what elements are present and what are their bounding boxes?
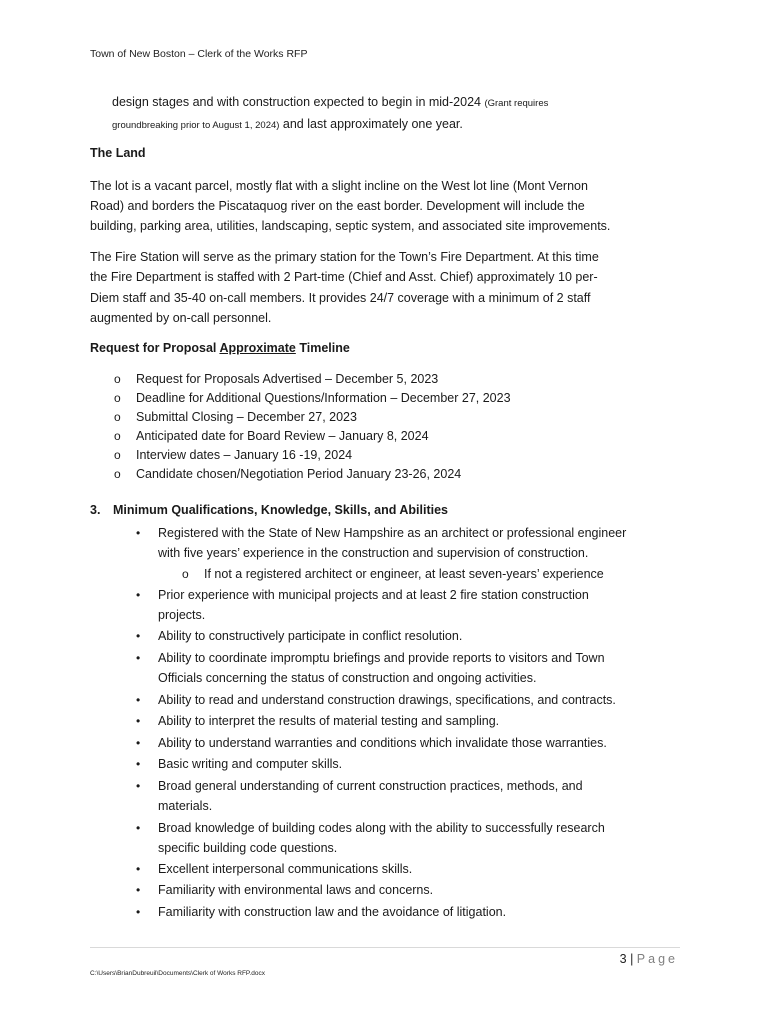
qualification-line: Basic writing and computer skills. [158, 757, 343, 771]
bullet-marker: • [136, 714, 141, 728]
land-para2-line: the Fire Department is staffed with 2 Part-time (Chief and Asst. Chief) approximately 10 per- [90, 270, 598, 284]
intro-text-1: design stages and with construction expected to begin in mid-2024 [112, 95, 481, 109]
timeline-item: Candidate chosen/Negotiation Period January 23-26, 2024 [136, 467, 462, 481]
list-marker: o [114, 372, 121, 386]
intro-line-2 [112, 114, 463, 137]
bullet-marker: • [136, 651, 141, 665]
qualification-line: Prior experience with municipal projects and at least 2 fire station construction [158, 588, 589, 602]
qualification-line: Registered with the State of New Hampshire as an architect or professional engineer [158, 526, 627, 540]
list-marker: o [114, 429, 121, 443]
bullet-marker: • [136, 779, 141, 793]
timeline-item: Anticipated date for Board Review – January 8, 2024 [136, 429, 429, 443]
page-header: Town of New Boston – Clerk of the Works RFP [90, 48, 308, 60]
timeline-item: Interview dates – January 16 -19, 2024 [136, 448, 353, 462]
file-path: C:\Users\BrianDubreuil\Documents\Clerk of Works RFP.docx [90, 970, 265, 977]
qualification-line: Excellent interpersonal communications skills. [158, 862, 413, 876]
list-marker: o [114, 391, 121, 405]
bullet-marker: • [136, 883, 141, 897]
page-number: 3 [619, 952, 627, 966]
land-para2-line: augmented by on-call personnel. [90, 311, 272, 325]
land-para2-line: Diem staff and 35-40 on-call members. It provides 24/7 coverage with a minimum of 2 staff [90, 291, 591, 305]
qualification-line: Ability to constructively participate in conflict resolution. [158, 629, 463, 643]
qualification-line: Officials concerning the status of construction and ongoing activities. [158, 671, 537, 685]
qualification-line: Ability to read and understand construction drawings, specifications, and contracts. [158, 693, 616, 707]
list-marker: o [114, 448, 121, 462]
qualification-line: specific building code questions. [158, 841, 338, 855]
intro-text-2: and last approximately one year. [282, 117, 463, 131]
section-number: 3. [90, 503, 101, 517]
timeline-heading-pre: Request for Proposal [90, 341, 217, 355]
bullet-marker: • [136, 821, 141, 835]
land-para1-line: building, parking area, utilities, landscaping, septic system, and associated site improvements. [90, 219, 611, 233]
list-marker: o [114, 467, 121, 481]
bullet-marker: • [136, 588, 141, 602]
qualification-line: Ability to understand warranties and conditions which invalidate those warranties. [158, 736, 607, 750]
bullet-marker: • [136, 629, 141, 643]
land-para2-line: The Fire Station will serve as the primary station for the Town’s Fire Department. At this time [90, 250, 599, 264]
bullet-marker: • [136, 693, 141, 707]
section-heading: Minimum Qualifications, Knowledge, Skills, and Abilities [113, 503, 449, 517]
timeline-heading-post: Timeline [299, 341, 350, 355]
qualification-line: Ability to interpret the results of material testing and sampling. [158, 714, 500, 728]
page-number-footer [620, 952, 678, 966]
qualification-line: Ability to coordinate impromptu briefings and provide reports to visitors and Town [158, 651, 605, 665]
land-para1-line: Road) and borders the Piscataquog river on the east border. Development will include the [90, 199, 585, 213]
intro-line-1 [112, 92, 548, 115]
intro-note-2: groundbreaking prior to August 1, 2024) [112, 120, 280, 131]
page-separator: | [630, 952, 634, 966]
qualification-line: materials. [158, 799, 213, 813]
qualification-line: Familiarity with construction law and the avoidance of litigation. [158, 905, 507, 919]
qualification-line: Familiarity with environmental laws and concerns. [158, 883, 434, 897]
sub-marker: o [182, 567, 189, 581]
page-label: Page [636, 952, 678, 966]
qualification-line: with five years’ experience in the construction and supervision of construction. [158, 546, 589, 560]
bullet-marker: • [136, 862, 141, 876]
intro-note-1: (Grant requires [484, 98, 549, 109]
bullet-marker: • [136, 905, 141, 919]
qualification-line: Broad general understanding of current construction practices, methods, and [158, 779, 583, 793]
bullet-marker: • [136, 757, 141, 771]
timeline-item: Request for Proposals Advertised – December 5, 2023 [136, 372, 439, 386]
timeline-item: Deadline for Additional Questions/Information – December 27, 2023 [136, 391, 511, 405]
qualification-line: Broad knowledge of building codes along with the ability to successfully research [158, 821, 605, 835]
qualification-line: projects. [158, 608, 206, 622]
bullet-marker: • [136, 526, 141, 540]
land-para1-line: The lot is a vacant parcel, mostly flat with a slight incline on the West lot line (Mont Vernon [90, 179, 588, 193]
land-heading: The Land [90, 146, 146, 160]
timeline-heading-underlined: Approximate [219, 341, 296, 355]
list-marker: o [114, 410, 121, 424]
footer-divider [90, 947, 680, 948]
qualification-subitem: If not a registered architect or engineer, at least seven-years’ experience [204, 567, 604, 581]
bullet-marker: • [136, 736, 141, 750]
timeline-heading [90, 341, 350, 355]
timeline-item: Submittal Closing – December 27, 2023 [136, 410, 357, 424]
